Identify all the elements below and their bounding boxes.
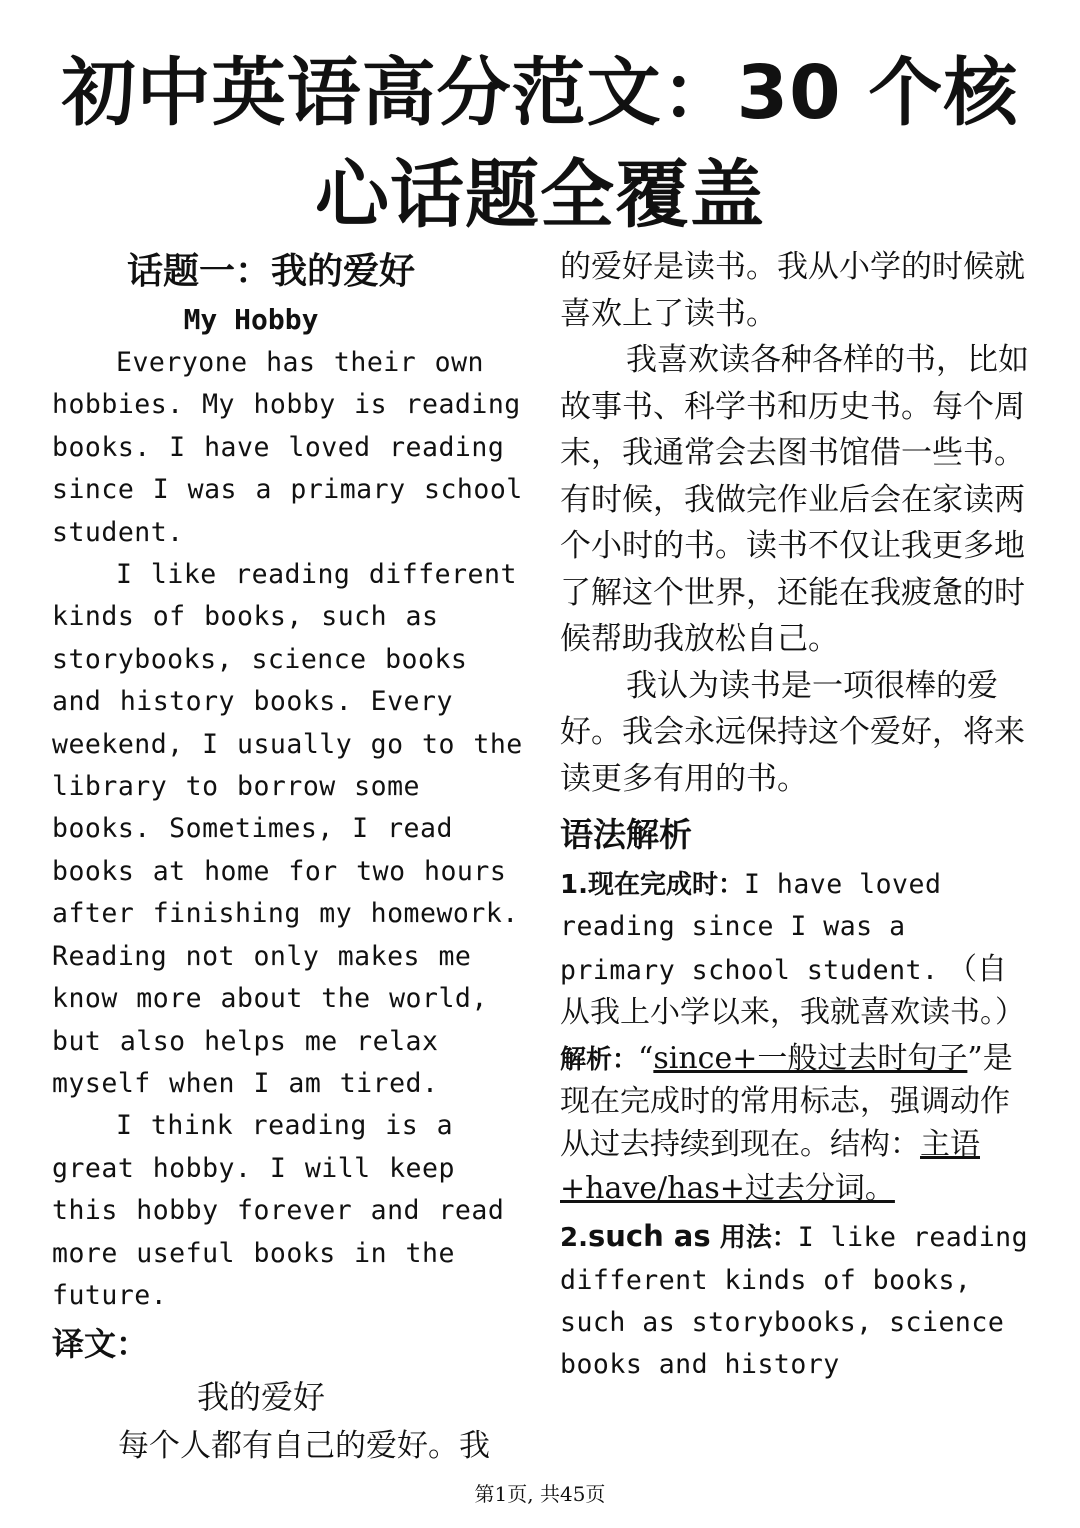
grammar-item-2-usage: 用法：	[710, 1223, 798, 1254]
grammar-heading: 语法解析	[560, 815, 692, 854]
analysis-open-quote: “	[638, 1040, 654, 1076]
analysis-marker-underlined: since+一般过去时句子	[653, 1040, 968, 1076]
grammar-item-1-label: 1.现在完成时：	[560, 870, 744, 900]
grammar-item-2-example: I like reading different kinds of books, such as storybooks, science books and history	[560, 1222, 1029, 1381]
essay-en-paragraph-3: I think reading is a great hobby. I will keep this hobby forever and read more useful books in the future.	[52, 1110, 505, 1311]
title-line-2: 心话题全覆盖	[315, 152, 765, 238]
document-title	[20, 42, 1060, 246]
grammar-item-2	[560, 1215, 1030, 1387]
essay-cn-paragraph-1-continued: 的爱好是读书。我从小学的时候就喜欢上了读书。	[560, 249, 1025, 332]
translation-label: 译文：	[52, 1325, 149, 1364]
essay-chinese-title: 我的爱好	[196, 1378, 325, 1417]
essay-cn-paragraph-2: 我喜欢读各种各样的书，比如故事书、科学书和历史书。每个周末，我通常会去图书馆借一些书。有时候，我做完作业后会在家读两个小时的书。读书不仅让我更多地了解这个世界，还能在我疲惫的时候帮助我放松自己。	[560, 342, 1029, 657]
analysis-label: 解析：	[560, 1044, 639, 1075]
grammar-item-1-example: I have loved reading since I was a primary school student.	[560, 869, 942, 986]
essay-en-paragraph-2: I like reading different kinds of books, such as storybooks, science books and history books. Every weekend, I usually go to the library to borrow some books. Sometimes, I read books at home for two hours after finishing my homework. Reading not only makes me know more about the world, but also helps me relax myself when I am tired.	[52, 559, 523, 1099]
grammar-item-1-translation: （自从我上小学以来，我就喜欢读书。）	[560, 951, 1025, 1031]
title-line-1: 初中英语高分范文：30 个核	[61, 50, 1019, 136]
essay-cn-paragraph-3: 我认为读书是一项很棒的爱好。我会永远保持这个爱好，将来读更多有用的书。	[560, 667, 1025, 797]
page-footer: 第1页, 共45页	[474, 1482, 606, 1506]
grammar-item-2-number: 2.	[560, 1223, 588, 1254]
grammar-analysis	[560, 1038, 1030, 1212]
analysis-structure-underlined: 主语+have/has+过去分词。	[560, 1127, 980, 1206]
analysis-explanation: ”是现在完成时的常用标志，强调动作从过去持续到现在。结构：	[560, 1040, 1013, 1163]
grammar-item-2-term: such as	[587, 1219, 711, 1254]
essay-english-title: My Hobby	[183, 303, 319, 336]
left-column	[52, 246, 530, 1470]
right-column	[560, 244, 1030, 1387]
essay-cn-paragraph-1-start: 每个人都有自己的爱好。我	[118, 1428, 490, 1465]
grammar-item-1	[560, 864, 1030, 1036]
essay-en-paragraph-1: Everyone has their own hobbies. My hobby is reading books. I have loved reading since I was a primary school student.	[52, 347, 523, 548]
topic-heading: 话题一：我的爱好	[126, 251, 415, 292]
